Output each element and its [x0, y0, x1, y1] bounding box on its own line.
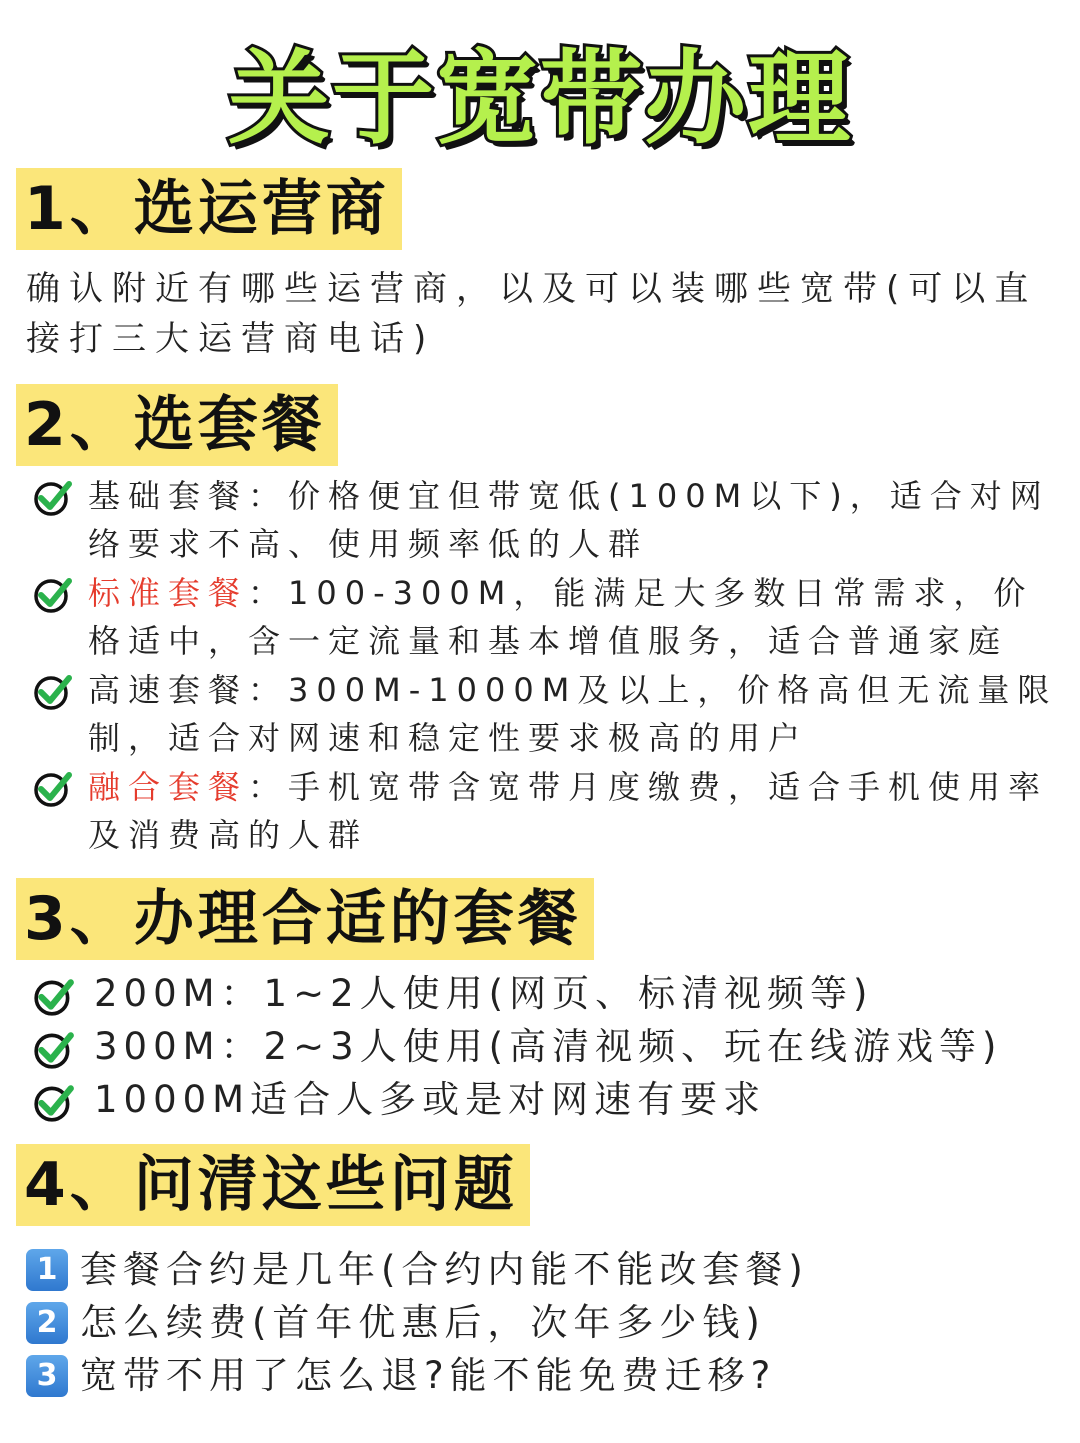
check-circle-icon [32, 670, 74, 712]
page-title: 关于宽带办理 [228, 40, 852, 159]
plan-label: 融合套餐 [88, 768, 249, 806]
section-2-heading: 2、选套餐 [16, 384, 338, 466]
plan-label: 高速套餐 [88, 671, 249, 709]
check-circle-icon [32, 476, 74, 518]
speed-item-text: 300M：2~3人使用(高清视频、玩在线游戏等) [94, 1025, 1003, 1068]
check-circle-icon [32, 573, 74, 615]
question-item [26, 1297, 1056, 1349]
question-text: 套餐合约是几年(合约内能不能改套餐) [80, 1248, 809, 1291]
question-text: 怎么续费(首年优惠后，次年多少钱) [80, 1301, 766, 1344]
speed-item [32, 1021, 1062, 1073]
speed-item-text: 200M：1~2人使用(网页、标清视频等) [94, 972, 874, 1015]
number-badge-icon: 2 [26, 1302, 68, 1344]
check-circle-icon [32, 767, 74, 809]
plan-desc: 100-300M，能满足大多数日常需求，价格适中，含一定流量和基本增值服务，适合普通家庭 [88, 574, 1034, 660]
plan-item-standard: 标准套餐：100-300M，能满足大多数日常需求，价格适中，含一定流量和基本增值服务，适合普通家庭 [32, 569, 1062, 665]
section-1-text: 确认附近有哪些运营商，以及可以装哪些宽带(可以直接打三大运营商电话) [26, 269, 1038, 359]
section-3-heading: 3、办理合适的套餐 [16, 878, 594, 960]
plan-desc: 300M-1000M及以上，价格高但无流量限制，适合对网速和稳定性要求极高的用户 [88, 671, 1058, 757]
check-circle-icon [32, 974, 76, 1018]
number-badge-icon: 3 [26, 1355, 68, 1397]
number-badge-icon: 1 [26, 1249, 68, 1291]
plan-desc: 手机宽带含宽带月度缴费，适合手机使用率及消费高的人群 [88, 768, 1049, 854]
plan-item-basic: 基础套餐：价格便宜但带宽低(100M以下)，适合对网络要求不高、使用频率低的人群 [32, 472, 1062, 568]
plan-label: 标准套餐 [88, 574, 249, 612]
plan-item-fusion: 融合套餐：手机宽带含宽带月度缴费，适合手机使用率及消费高的人群 [32, 763, 1062, 859]
section-4-heading: 4、问清这些问题 [16, 1144, 530, 1226]
plan-item-highspeed: 高速套餐：300M-1000M及以上，价格高但无流量限制，适合对网速和稳定性要求极高的用户 [32, 666, 1062, 762]
speed-item-text: 1000M适合人多或是对网速有要求 [94, 1078, 767, 1121]
plan-desc: 价格便宜但带宽低(100M以下)，适合对网络要求不高、使用频率低的人群 [88, 477, 1050, 563]
question-text: 宽带不用了怎么退?能不能免费迁移? [80, 1354, 777, 1397]
plan-label: 基础套餐 [88, 477, 249, 515]
section-1-heading: 1、选运营商 [16, 168, 402, 250]
question-item [26, 1350, 1056, 1402]
check-circle-icon [32, 1027, 76, 1071]
check-circle-icon [32, 1080, 76, 1124]
question-item [26, 1244, 1056, 1296]
speed-item [32, 968, 1062, 1020]
speed-item [32, 1074, 1062, 1126]
